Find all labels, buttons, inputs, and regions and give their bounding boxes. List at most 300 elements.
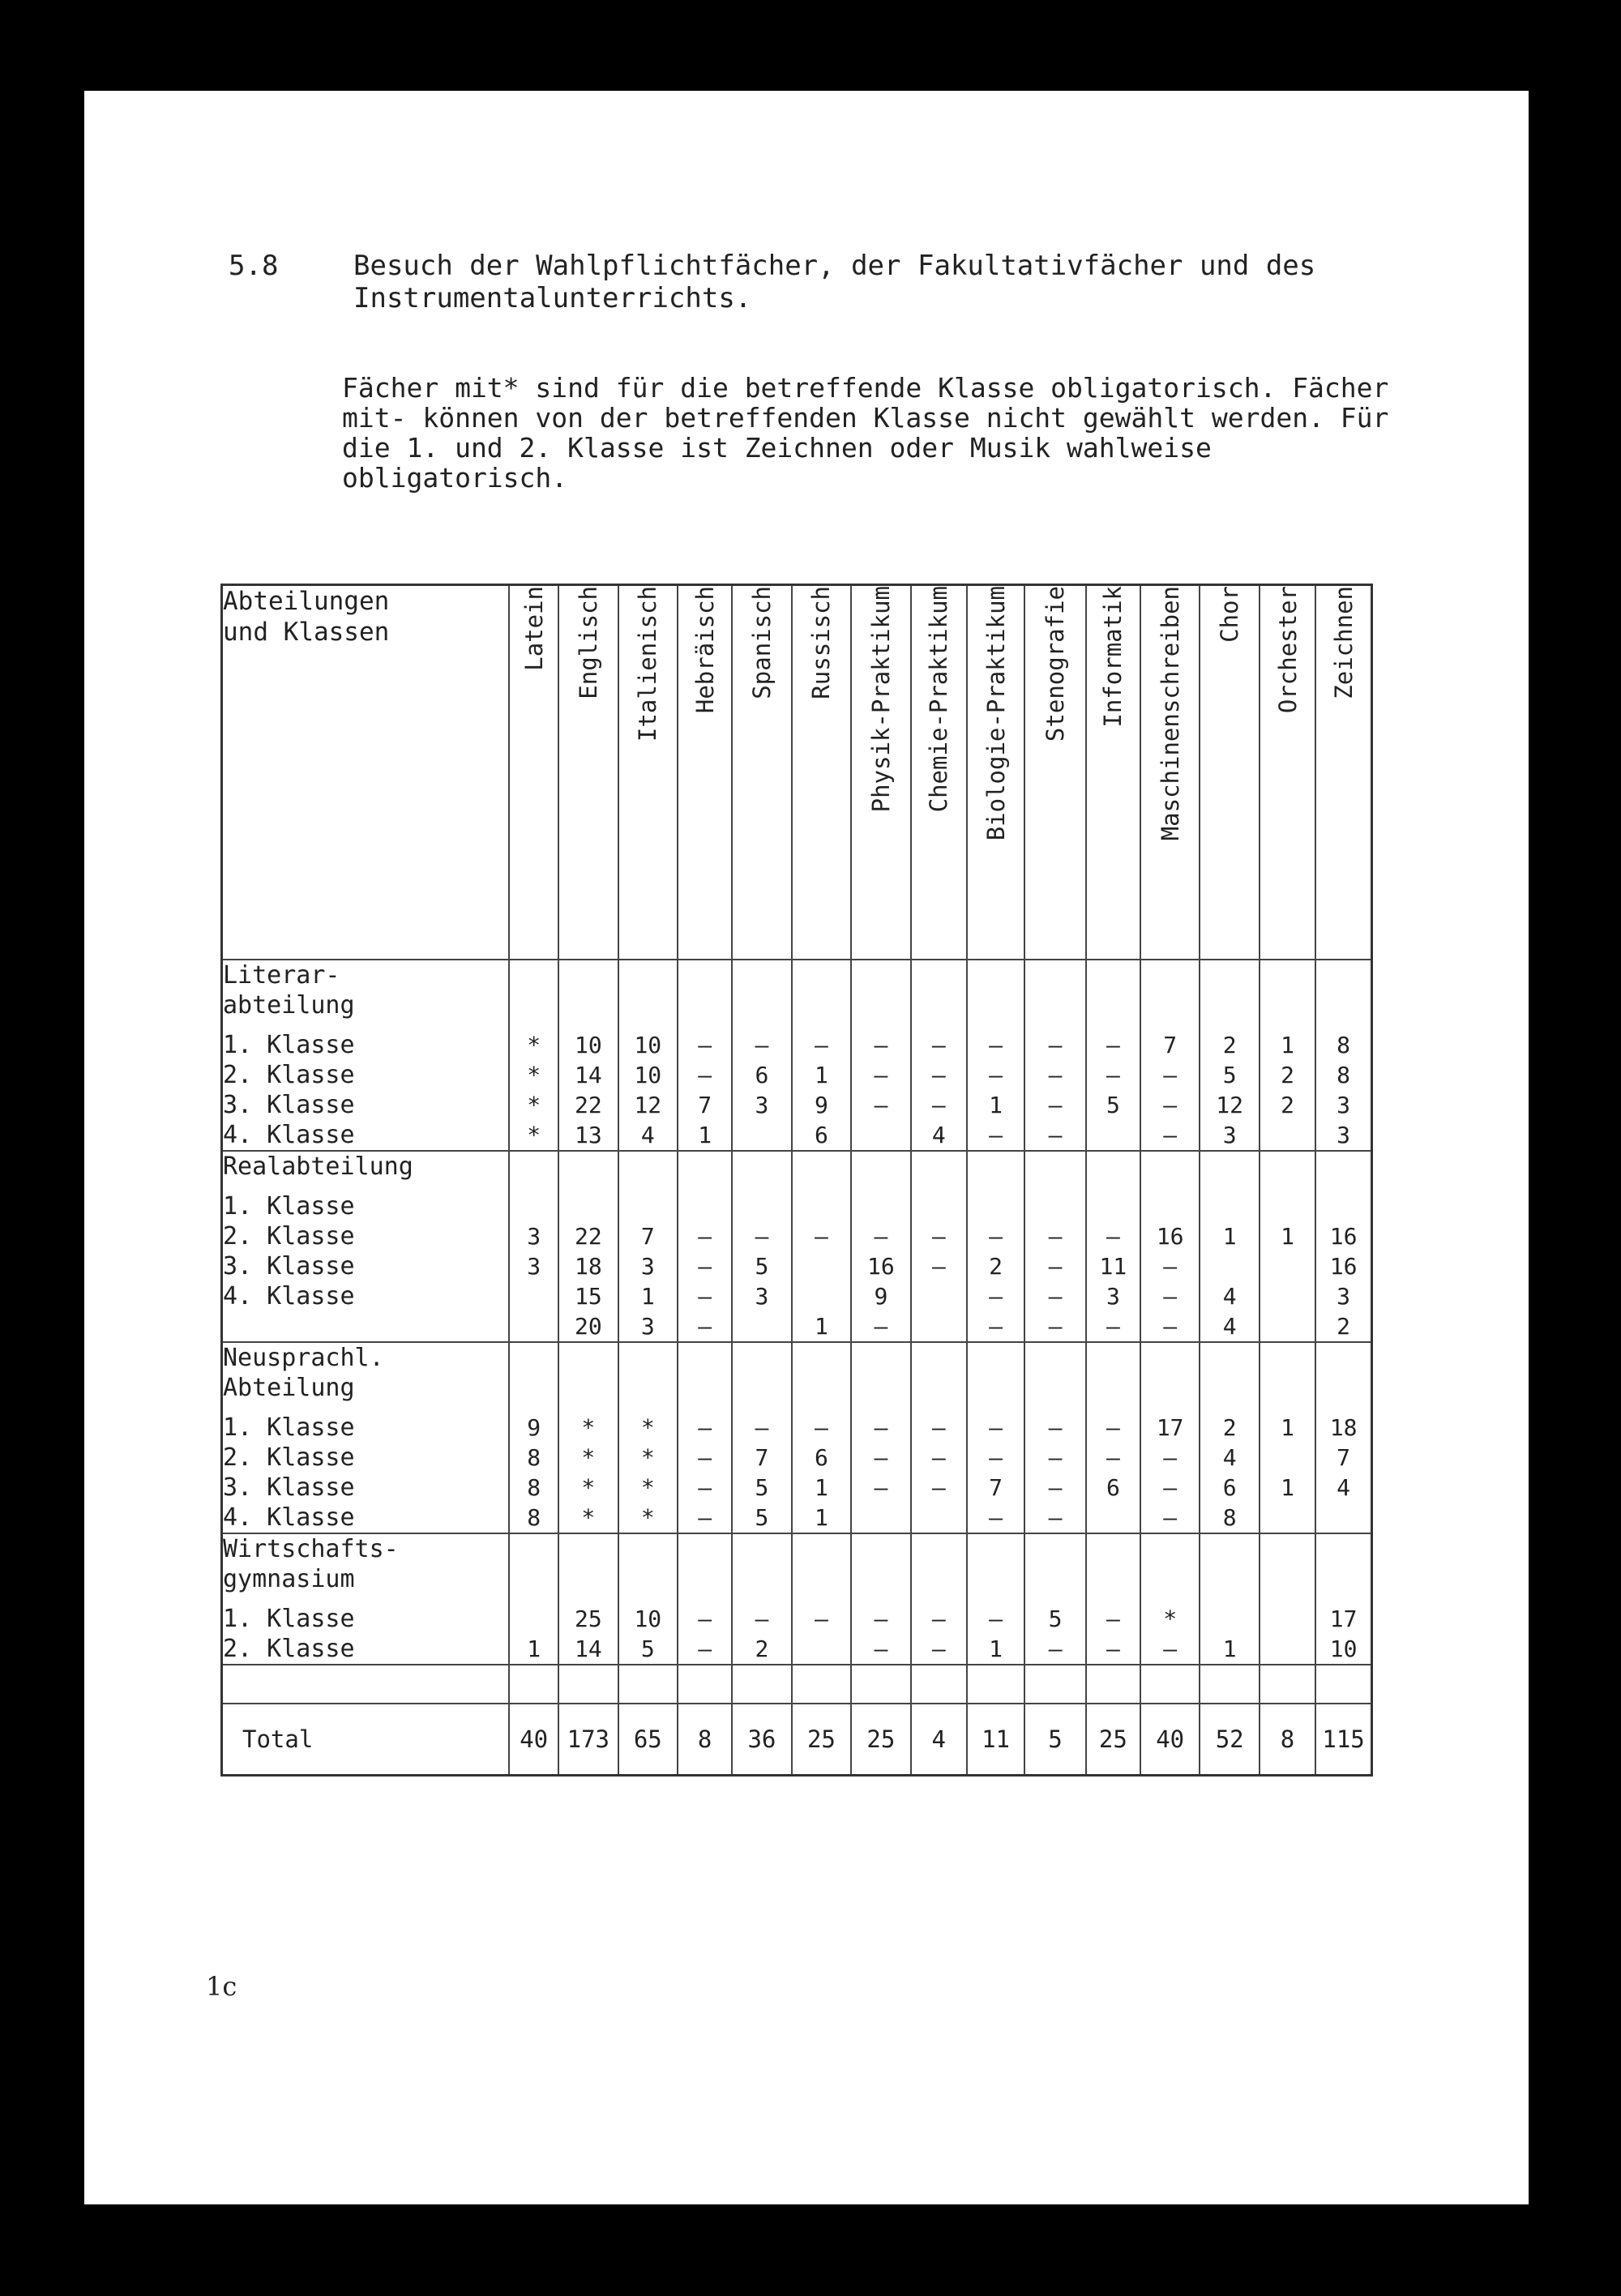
cell-value: 4	[1337, 1474, 1350, 1501]
cell-value: –	[1048, 1635, 1063, 1662]
cell-value: *	[581, 1414, 596, 1441]
spacer-cell	[222, 1665, 510, 1704]
cell-value: 20	[574, 1313, 602, 1340]
group-row	[222, 1151, 1372, 1342]
cell-value: –	[931, 1253, 946, 1280]
group-row	[222, 1342, 1372, 1533]
cell-value: 4	[1222, 1313, 1237, 1340]
cell-value: –	[874, 1062, 888, 1088]
cell-value: 16	[1329, 1223, 1358, 1250]
cell-value	[733, 1311, 790, 1341]
cell-value: 1	[1281, 1474, 1294, 1501]
cell-value: 1	[698, 1122, 712, 1148]
spacer-cell	[1315, 1665, 1371, 1704]
column-header-label: Englisch	[574, 586, 602, 699]
column-header-label: Latein	[520, 586, 548, 671]
value-cell	[678, 960, 732, 1151]
cell-value: –	[698, 1504, 712, 1531]
cell-value	[912, 1311, 966, 1341]
cell-value: 17	[1156, 1414, 1184, 1441]
column-header	[558, 585, 618, 960]
class-label: 4. Klasse	[223, 1503, 355, 1532]
value-cell	[618, 960, 678, 1151]
cell-value: –	[874, 1032, 888, 1058]
cell-value: –	[698, 1283, 712, 1310]
group-cell	[222, 1533, 510, 1665]
column-header	[1260, 585, 1315, 960]
cell-value: –	[1163, 1474, 1178, 1501]
section-title: Besuch der Wahlpflichtfächer, der Fakultativfächer und des Instrumentalunterrichts.	[353, 250, 1316, 314]
value-cell	[732, 1533, 791, 1665]
cell-value: *	[581, 1474, 596, 1501]
cell-value: 4	[931, 1122, 946, 1148]
column-header	[1200, 585, 1259, 960]
cell-value: –	[931, 1062, 946, 1088]
cell-value: 3	[755, 1092, 769, 1118]
column-header	[678, 585, 732, 960]
class-label: 1. Klasse	[223, 1031, 355, 1059]
column-header	[911, 585, 967, 960]
cell-value: *	[581, 1504, 596, 1531]
value-cell	[1200, 1151, 1259, 1342]
cell-value: –	[1048, 1474, 1063, 1501]
value-cell	[678, 1342, 732, 1533]
cell-value: *	[640, 1474, 655, 1501]
value-cell	[1140, 1151, 1200, 1342]
cell-value: 10	[634, 1605, 662, 1632]
cell-value: 14	[574, 1635, 602, 1662]
class-label: 1. Klasse	[223, 1413, 355, 1442]
cell-value: 2	[1222, 1032, 1237, 1058]
cell-value: 9	[527, 1414, 541, 1441]
total-value: 8	[678, 1704, 732, 1776]
total-value: 8	[1260, 1704, 1315, 1776]
cell-value: 16	[1156, 1223, 1184, 1250]
cell-value: 2	[1222, 1414, 1237, 1441]
value-cell	[1140, 1342, 1200, 1533]
cell-value	[852, 1503, 909, 1533]
total-label: Total	[222, 1704, 510, 1776]
cell-value: 3	[527, 1253, 541, 1280]
value-cell	[1200, 1533, 1259, 1665]
value-cell	[678, 1533, 732, 1665]
spacer-cell	[792, 1665, 851, 1704]
cell-value: –	[1163, 1092, 1178, 1118]
value-cell	[967, 1342, 1024, 1533]
class-label: 3. Klasse	[223, 1473, 355, 1502]
column-header-label: Russisch	[807, 586, 836, 699]
column-header	[1140, 585, 1200, 960]
value-cell	[1140, 960, 1200, 1151]
cell-value: 3	[755, 1283, 769, 1310]
column-header-label: Informatik	[1099, 586, 1127, 728]
cell-value	[793, 1281, 850, 1311]
cell-value: 5	[1106, 1092, 1120, 1118]
cell-value: –	[1106, 1414, 1120, 1441]
cell-value: –	[1163, 1253, 1178, 1280]
cell-value: *	[640, 1414, 655, 1441]
cell-value: 7	[989, 1474, 1003, 1501]
spacer-cell	[732, 1665, 791, 1704]
column-header-label: Hebräisch	[691, 586, 719, 714]
cell-value: –	[698, 1223, 712, 1250]
cell-value: –	[931, 1414, 946, 1441]
class-label: 2. Klasse	[223, 1222, 355, 1251]
cell-value: –	[1048, 1092, 1063, 1118]
column-header-label: Italienisch	[634, 586, 662, 742]
cell-value: 3	[640, 1313, 655, 1340]
cell-value: –	[1163, 1504, 1178, 1531]
cell-value: –	[989, 1223, 1003, 1250]
cell-value: 1	[814, 1062, 828, 1088]
cell-value: 5	[1222, 1062, 1237, 1088]
cell-value: 15	[574, 1283, 602, 1310]
total-value: 40	[1140, 1704, 1200, 1776]
cell-value: 1	[1281, 1223, 1294, 1250]
value-cell	[1140, 1533, 1200, 1665]
cell-value: –	[1163, 1635, 1178, 1662]
value-cell	[911, 960, 967, 1151]
total-value: 25	[851, 1704, 910, 1776]
cell-value: –	[1048, 1062, 1063, 1088]
cell-value: 4	[1222, 1283, 1237, 1310]
cell-value	[1260, 1251, 1315, 1281]
cell-value: 1	[1222, 1635, 1237, 1662]
cell-value: –	[814, 1605, 828, 1632]
cell-value: –	[1106, 1223, 1120, 1250]
group-title: Wirtschafts- gymnasium	[223, 1535, 399, 1593]
cell-value: –	[814, 1032, 828, 1058]
column-header	[618, 585, 678, 960]
cell-value	[1260, 1604, 1315, 1634]
cell-value: 3	[1337, 1283, 1350, 1310]
table-body	[222, 960, 1372, 1776]
cell-value: 5	[755, 1474, 769, 1501]
cell-value: –	[874, 1092, 888, 1118]
value-cell	[1024, 1342, 1086, 1533]
cell-value: –	[1163, 1062, 1178, 1088]
total-row	[222, 1704, 1372, 1776]
spacer-cell	[967, 1665, 1024, 1704]
value-cell	[1086, 960, 1140, 1151]
cell-value: –	[931, 1444, 946, 1471]
enrollment-table	[220, 584, 1373, 1777]
cell-value: 12	[634, 1092, 662, 1118]
cell-value: 7	[1163, 1032, 1178, 1058]
value-cell	[618, 1342, 678, 1533]
cell-value: 10	[634, 1032, 662, 1058]
column-header-label: Spanisch	[747, 586, 776, 699]
cell-value: 9	[814, 1092, 828, 1118]
cell-value: *	[640, 1444, 655, 1471]
cell-value: –	[1106, 1032, 1120, 1058]
cell-value: –	[989, 1122, 1003, 1148]
total-value: 65	[618, 1704, 678, 1776]
cell-value	[1260, 1281, 1315, 1311]
cell-value: –	[989, 1313, 1003, 1340]
cell-value: –	[1048, 1444, 1063, 1471]
value-cell	[967, 1533, 1024, 1665]
column-header	[732, 585, 791, 960]
column-header-label: Biologie-Praktikum	[982, 586, 1010, 841]
cell-value: *	[640, 1504, 655, 1531]
value-cell	[509, 1151, 558, 1342]
spacer-cell	[509, 1665, 558, 1704]
column-header	[967, 585, 1024, 960]
cell-value: 13	[574, 1122, 602, 1148]
total-value: 11	[967, 1704, 1024, 1776]
cell-value	[1316, 1503, 1371, 1533]
cell-value: 7	[698, 1092, 712, 1118]
column-header-label: Chemie-Praktikum	[925, 586, 953, 813]
cell-value	[1087, 1503, 1140, 1533]
cell-value	[1260, 1311, 1315, 1341]
group-cell	[222, 1151, 510, 1342]
cell-value: 5	[755, 1253, 769, 1280]
cell-value: 1	[1281, 1414, 1294, 1441]
value-cell	[1315, 1151, 1371, 1342]
cell-value: –	[698, 1635, 712, 1662]
cell-value: –	[989, 1605, 1003, 1632]
group-cell	[222, 960, 510, 1151]
value-cell	[911, 1342, 967, 1533]
cell-value	[912, 1503, 966, 1533]
cell-value: –	[989, 1414, 1003, 1441]
cell-value: –	[698, 1062, 712, 1088]
cell-value: –	[698, 1313, 712, 1340]
value-cell	[792, 1533, 851, 1665]
value-cell	[558, 1533, 618, 1665]
cell-value: –	[1163, 1283, 1178, 1310]
cell-value: –	[1048, 1313, 1063, 1340]
value-cell	[1024, 1151, 1086, 1342]
value-cell	[1315, 960, 1371, 1151]
cell-value: 10	[634, 1062, 662, 1088]
group-title: Realabteilung	[223, 1152, 413, 1181]
cell-value: –	[755, 1032, 769, 1058]
cell-value	[793, 1634, 850, 1664]
cell-value: –	[931, 1605, 946, 1632]
cell-value: –	[931, 1092, 946, 1118]
legend-note: Fächer mit* sind für die betreffende Klasse obligatorisch. Fächer mit- können von der betreffenden Klasse nicht gewählt werden. Für die 1. und 2. Klasse ist Zeichnen oder Musik wahlweise obligatorisch.	[342, 372, 1389, 494]
header-row	[222, 585, 1372, 960]
cell-value: –	[1163, 1313, 1178, 1340]
value-cell	[1086, 1342, 1140, 1533]
cell-value: 16	[1329, 1253, 1358, 1280]
value-cell	[851, 1342, 910, 1533]
cell-value: –	[1163, 1122, 1178, 1148]
cell-value: –	[874, 1635, 888, 1662]
column-header	[1024, 585, 1086, 960]
spacer-row	[222, 1665, 1372, 1704]
cell-value: 3	[527, 1223, 541, 1250]
cell-value	[1200, 1604, 1258, 1634]
cell-value: –	[874, 1444, 888, 1471]
cell-value: –	[1106, 1605, 1120, 1632]
cell-value: 18	[574, 1253, 602, 1280]
cell-value: –	[698, 1032, 712, 1058]
cell-value	[1260, 1443, 1315, 1473]
cell-value: 3	[1222, 1122, 1237, 1148]
cell-value: –	[1048, 1223, 1063, 1250]
group-title: Neusprachl. Abteilung	[223, 1344, 384, 1402]
cell-value: –	[1048, 1504, 1063, 1531]
column-header-label: Maschinenschreiben	[1156, 586, 1184, 841]
cell-value: –	[1106, 1313, 1120, 1340]
value-cell	[1260, 1151, 1315, 1342]
cell-value: –	[755, 1414, 769, 1441]
cell-value: –	[1106, 1444, 1120, 1471]
cell-value: 8	[1222, 1504, 1237, 1531]
column-header	[792, 585, 851, 960]
value-cell	[618, 1151, 678, 1342]
value-cell	[1200, 960, 1259, 1151]
cell-value: 3	[1337, 1092, 1350, 1118]
value-cell	[618, 1533, 678, 1665]
class-label: 3. Klasse	[223, 1252, 355, 1281]
cell-value: 1	[814, 1474, 828, 1501]
column-header	[851, 585, 910, 960]
total-value: 115	[1315, 1704, 1371, 1776]
cell-value: 16	[867, 1253, 895, 1280]
cell-value: 1	[989, 1092, 1003, 1118]
cell-value	[510, 1604, 558, 1634]
value-cell	[1260, 1342, 1315, 1533]
cell-value: 14	[574, 1062, 602, 1088]
spacer-cell	[1140, 1665, 1200, 1704]
value-cell	[1260, 960, 1315, 1151]
cell-value: 8	[1337, 1032, 1350, 1058]
class-label: 1. Klasse	[223, 1605, 355, 1633]
cell-value: –	[989, 1032, 1003, 1058]
cell-value: 3	[1337, 1122, 1350, 1148]
cell-value: *	[581, 1444, 596, 1471]
value-cell	[678, 1151, 732, 1342]
column-header-label: Physik-Praktikum	[866, 586, 895, 813]
class-label: 4. Klasse	[223, 1121, 355, 1149]
spacer-cell	[1086, 1665, 1140, 1704]
cell-value: 22	[574, 1223, 602, 1250]
cell-value: 7	[640, 1223, 655, 1250]
class-label: 2. Klasse	[223, 1443, 355, 1472]
spacer-cell	[1024, 1665, 1086, 1704]
group-row	[222, 960, 1372, 1151]
cell-value: –	[698, 1414, 712, 1441]
class-label: 2. Klasse	[223, 1061, 355, 1089]
cell-value: 9	[874, 1283, 888, 1310]
cell-value: –	[814, 1414, 828, 1441]
cell-value: 4	[640, 1122, 655, 1148]
value-cell	[732, 960, 791, 1151]
document-page	[84, 91, 1529, 2204]
total-value: 36	[732, 1704, 791, 1776]
class-label: 2. Klasse	[223, 1635, 355, 1663]
cell-value: 8	[527, 1474, 541, 1501]
cell-value: –	[989, 1062, 1003, 1088]
spacer-cell	[618, 1665, 678, 1704]
column-header	[509, 585, 558, 960]
total-value: 25	[1086, 1704, 1140, 1776]
spacer-cell	[1200, 1665, 1259, 1704]
column-header-label: Stenografie	[1041, 586, 1070, 742]
cell-value: –	[1048, 1253, 1063, 1280]
value-cell	[558, 1151, 618, 1342]
total-value: 173	[558, 1704, 618, 1776]
cell-value: 1	[989, 1635, 1003, 1662]
value-cell	[967, 1151, 1024, 1342]
value-cell	[1315, 1533, 1371, 1665]
cell-value: 17	[1329, 1605, 1358, 1632]
cell-value: –	[755, 1223, 769, 1250]
cell-value: –	[931, 1223, 946, 1250]
cell-value: 2	[755, 1635, 769, 1662]
cell-value: –	[874, 1223, 888, 1250]
cell-value	[1260, 1634, 1315, 1664]
value-cell	[509, 960, 558, 1151]
cell-value: –	[989, 1283, 1003, 1310]
value-cell	[1024, 960, 1086, 1151]
cell-value: –	[874, 1605, 888, 1632]
cell-value: 2	[1281, 1092, 1294, 1118]
value-cell	[851, 960, 910, 1151]
value-cell	[509, 1342, 558, 1533]
cell-value: 25	[574, 1605, 602, 1632]
group-title: Literar- abteilung	[223, 961, 355, 1020]
cell-value	[852, 1120, 909, 1150]
cell-value: 2	[1281, 1062, 1294, 1088]
value-cell	[1086, 1151, 1140, 1342]
cell-value: 3	[1106, 1283, 1120, 1310]
total-value: 25	[792, 1704, 851, 1776]
cell-value: 7	[755, 1444, 769, 1471]
column-header-label: Zeichnen	[1329, 586, 1358, 699]
cell-value	[1087, 1120, 1140, 1150]
cell-value: –	[814, 1223, 828, 1250]
cell-value: 10	[1329, 1635, 1358, 1662]
cell-value: 11	[1099, 1253, 1127, 1280]
cell-value: –	[1106, 1062, 1120, 1088]
cell-value: –	[1048, 1122, 1063, 1148]
value-cell	[558, 960, 618, 1151]
cell-value: 4	[1222, 1444, 1237, 1471]
cell-value: –	[755, 1605, 769, 1632]
cell-value: –	[698, 1474, 712, 1501]
cell-value: 2	[989, 1253, 1003, 1280]
total-value: 52	[1200, 1704, 1259, 1776]
cell-value: 22	[574, 1092, 602, 1118]
value-cell	[1024, 1533, 1086, 1665]
cell-value	[733, 1120, 790, 1150]
cell-value: 1	[527, 1635, 541, 1662]
value-cell	[1086, 1533, 1140, 1665]
cell-value: *	[527, 1032, 541, 1058]
cell-value: 5	[640, 1635, 655, 1662]
total-value: 5	[1024, 1704, 1086, 1776]
cell-value: 1	[814, 1313, 828, 1340]
cell-value: *	[527, 1062, 541, 1088]
corner-label: Abteilungen und Klassen	[222, 585, 510, 960]
value-cell	[509, 1533, 558, 1665]
cell-value: 6	[755, 1062, 769, 1088]
cell-value: 3	[640, 1253, 655, 1280]
cell-value: 7	[1337, 1444, 1350, 1471]
cell-value: –	[989, 1504, 1003, 1531]
cell-value: –	[1048, 1032, 1063, 1058]
column-header-label: Orchester	[1273, 586, 1302, 714]
total-value: 4	[911, 1704, 967, 1776]
cell-value: –	[1048, 1414, 1063, 1441]
cell-value	[1200, 1251, 1258, 1281]
